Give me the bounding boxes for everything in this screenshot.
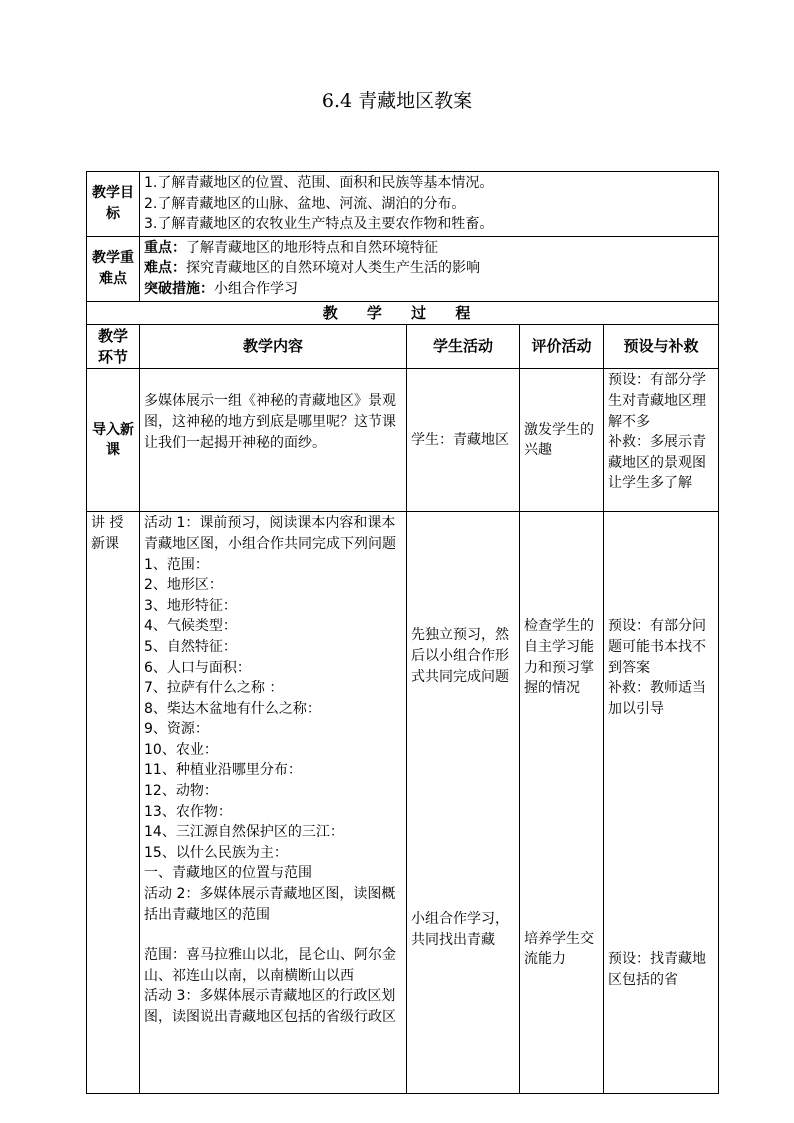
lecture-stage: 讲 授新课	[87, 512, 140, 1094]
question-item: 7、拉萨有什么之称 ：	[144, 680, 284, 697]
activity2-text: 活动 2：多媒体展示青藏地区图，读图概括出青藏地区的范围	[144, 886, 396, 923]
page-title: 6.4 青藏地区教案	[321, 90, 473, 112]
question-item: 1、范围：	[144, 556, 209, 573]
header-preset: 预设与补救	[604, 325, 719, 369]
question-item: 4、气候类型：	[144, 618, 237, 635]
activity1-intro: 活动 1：课前预习，阅读课本内容和课本青藏地区图，小组合作共同完成下列问题	[144, 515, 396, 552]
intro-content: 多媒体展示一组《神秘的青藏地区》景观图，这神秘的地方到底是哪里呢？这节课让我们一起揭开神秘的面纱。	[140, 369, 407, 512]
question-item: 15、以什么民族为主：	[144, 844, 288, 861]
question-item: 11、种植业沿哪里分布：	[144, 762, 302, 779]
question-item: 8、柴达木盆地有什么之称：	[144, 700, 321, 717]
header-evaluation: 评价活动	[520, 325, 604, 369]
key-points-content	[140, 236, 719, 301]
header-student: 学生活动	[407, 325, 520, 369]
question-item: 13、农作物：	[144, 803, 232, 820]
range-text: 范围：喜马拉雅山以北，昆仑山、阿尔金山、祁连山以南，以南横断山以西	[144, 947, 396, 984]
question-item: 3、地形特征：	[144, 597, 237, 614]
objectives-content	[140, 172, 719, 237]
difficulty-text: 探究青藏地区的自然环境对人类生产生活的影响	[186, 260, 480, 277]
measure-label: 突破措施：	[144, 280, 214, 297]
lecture-preset-cell	[604, 512, 719, 1094]
lecture-preset-1: 预设：有部分问题可能书本找不到答案	[608, 618, 706, 676]
question-item: 6、人口与面积：	[144, 659, 251, 676]
lecture-content	[140, 512, 407, 1094]
lecture-student-2: 小组合作学习，共同找出青藏	[411, 911, 509, 948]
objectives-label: 教学目标	[87, 172, 140, 237]
question-item: 14、三江源自然保护区的三江：	[144, 824, 344, 841]
intro-row	[87, 369, 719, 512]
intro-preset-cell	[604, 369, 719, 512]
difficulty-label: 难点：	[144, 260, 186, 277]
lesson-plan-table	[86, 171, 719, 1094]
intro-evaluation: 激发学生的兴趣	[520, 369, 604, 512]
intro-stage: 导入新课	[87, 369, 140, 512]
objectives-row	[87, 172, 719, 237]
question-item: 10、农业：	[144, 741, 218, 758]
header-stage: 教学环节	[87, 325, 140, 369]
measure-text: 小组合作学习	[214, 280, 298, 297]
activity3-text: 活动 3：多媒体展示青藏地区的行政区划图，读图说出青藏地区包括的省级行政区	[144, 988, 396, 1025]
lecture-preset-2: 预设：找青藏地区包括的省	[608, 951, 706, 988]
question-item: 2、地形区：	[144, 577, 223, 594]
lecture-row	[87, 512, 719, 1094]
key-points-label: 教学重难点	[87, 236, 140, 301]
question-item: 9、资源：	[144, 721, 209, 738]
process-title: 教 学 过 程	[87, 301, 719, 325]
lecture-evaluation-cell	[520, 512, 604, 1094]
lecture-remedy-1: 补救：教师适当加以引导	[608, 680, 706, 717]
focus-text: 了解青藏地区的地形特点和自然环境特征	[186, 239, 438, 256]
question-item: 12、动物：	[144, 783, 218, 800]
lecture-student-1: 先独立预习，然后以小组合作形式共同完成问题	[411, 627, 509, 685]
key-points-row	[87, 236, 719, 301]
intro-preset: 预设：有部分学生对青藏地区理解不多	[608, 372, 706, 430]
lecture-evaluation-1: 检查学生的自主学习能力和预习掌握的情况	[524, 618, 594, 697]
process-title-row	[87, 301, 719, 325]
objective-item: 1.了解青藏地区的位置、范围、面积和民族等基本情况。	[144, 175, 494, 191]
section-heading: 一、青藏地区的位置与范围	[144, 865, 312, 882]
intro-student: 学生：青藏地区	[407, 369, 520, 512]
objective-item: 3.了解青藏地区的农牧业生产特点及主要农作物和牲畜。	[144, 216, 494, 233]
intro-remedy: 补救：多展示青藏地区的景观图让学生多了解	[608, 434, 706, 492]
lecture-student-cell	[407, 512, 520, 1094]
header-content: 教学内容	[140, 325, 407, 369]
question-item: 5、自然特征：	[144, 638, 237, 655]
focus-label: 重点：	[144, 239, 186, 256]
header-row	[87, 325, 719, 369]
objective-item: 2.了解青藏地区的山脉、盆地、河流、湖泊的分布。	[144, 195, 466, 212]
lecture-evaluation-2: 培养学生交流能力	[524, 930, 594, 968]
